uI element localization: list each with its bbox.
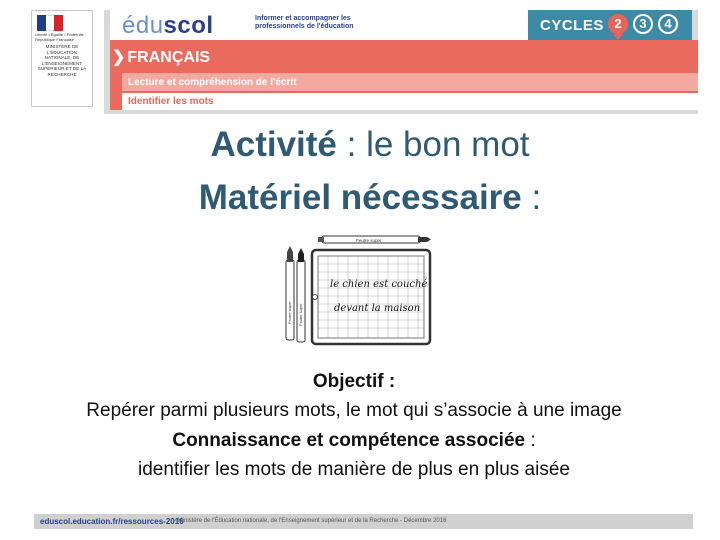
ministry-logo [31,10,93,107]
marker-horizontal-icon [318,236,431,243]
ministry-motto: Liberté • Égalité • Fraternité · République Française [35,32,87,42]
french-flag-icon [37,15,63,31]
logo-suffix: scol [163,12,214,39]
eduscol-logo[interactable] [122,12,214,40]
marker-vertical-2-icon [297,248,305,342]
flag-blue [37,15,46,31]
cycles-label: CYCLES [540,17,604,34]
logo-prefix: édu [122,12,164,39]
slate-and-markers-illustration [278,232,433,347]
marker-2-label: Feutre super [298,303,303,326]
activity-title-rest: : le bon mot [336,125,530,164]
cycle-3-badge[interactable]: 3 [633,14,653,34]
activity-title-bold: Activité [210,125,337,164]
footer-url-link[interactable]: eduscol.education.fr/ressources-2016 [40,517,184,526]
competence-text: identifier les mots de manière de plus en plus aisée [138,459,570,480]
cycle-2-badge[interactable]: 2 [608,14,628,34]
objective-heading: Objectif : [312,371,396,392]
subject-title [112,47,210,67]
objective-text: Repérer parmi plusieurs mots, le mot qui s’associe à une image [86,400,622,421]
subsection-label: Identifier les mots [128,96,214,107]
material-title-rest: : [521,178,542,217]
slate-icon [312,250,430,344]
cycle-4-badge[interactable]: 4 [658,14,678,34]
material-title [0,178,720,218]
flag-red [54,15,63,31]
competence-heading-rest: : [525,430,536,451]
marker-vertical-1-icon [286,246,294,340]
slate-line-2: devant la maison [334,303,421,314]
flag-white [46,15,55,31]
activity-title [0,125,720,165]
slate-line-1: le chien est couché [330,279,428,290]
competence-heading-bold: Connaissance et compétence associée [172,430,526,451]
material-title-bold: Matériel nécessaire [198,178,522,217]
competence-heading [0,430,708,452]
section-label: Lecture et compréhension de l'écrit [128,77,297,88]
marker-top-label: Feutre super [356,238,382,243]
chevron-right-icon: ❯ [112,49,126,66]
subject-label: FRANÇAIS [127,49,211,66]
marker-1-label: Feutre super [287,301,292,324]
footer-credit: - Ministère de l'Éducation nationale, de l'Enseignement supérieur et de la Recherche - Décembre 2016 [174,518,447,524]
ministry-name: MINISTÈRE DE L'ÉDUCATION NATIONALE, DE L'ENSEIGNEMENT SUPÉRIEUR ET DE LA RECHERCHE [37,44,87,77]
eduscol-tagline: Informer et accompagner les professionnels de l'éducation [255,15,354,30]
